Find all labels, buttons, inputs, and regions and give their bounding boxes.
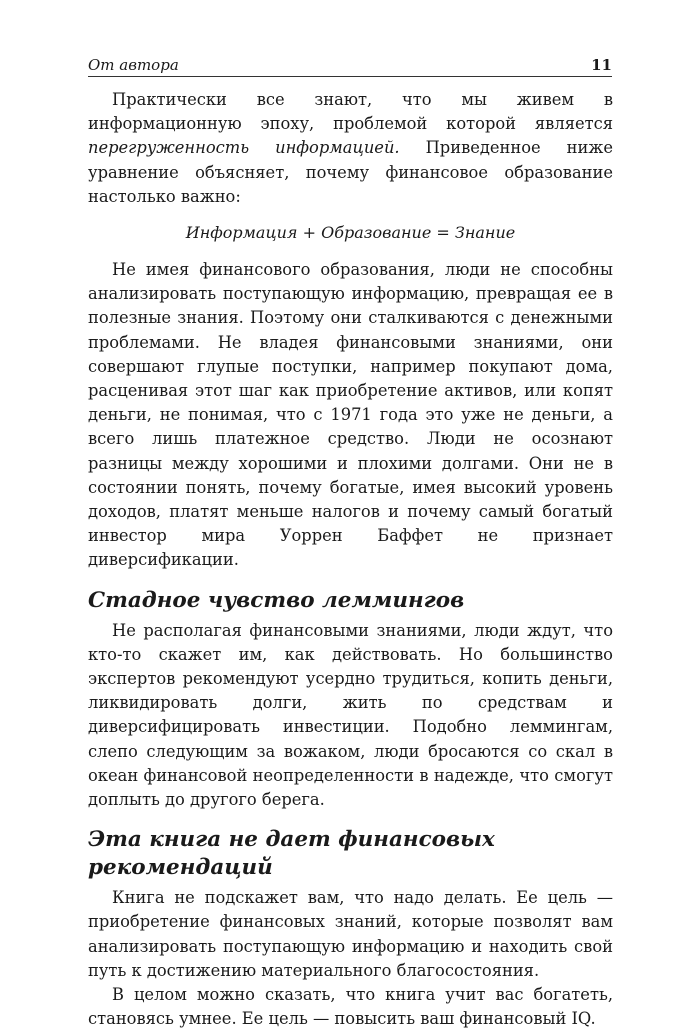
running-header xyxy=(88,50,612,77)
heading-lemmings: Стадное чувство леммингов xyxy=(88,587,465,613)
paragraph-financial-iq: В целом можно сказать, что книга учит вас богатеть, становясь умнее. Ее цель — повысить ваш финансовый IQ. xyxy=(88,985,613,1029)
paragraph-book-purpose: Книга не подскажет вам, что надо делать. Ее цель — приобретение финансовых знаний, которые позволят вам анализировать поступающую информацию и находить свой путь к достижению материального благосостояния. xyxy=(88,888,613,980)
paragraph-financial-education: Не имея финансового образования, люди не способны анализировать поступающую информацию, превращая ее в полезные знания. Поэтому они сталкиваются с денежными проблемами. Не владея финансовыми знаниями, они совершают глупые поступки, например покупают дома, расценивая этот шаг как приобретение активов, или копят деньги, не понимая, что с 1971 года это уже не деньги, а всего лишь платежное средство. Люди не осознают разницы между хорошими и плохими долгами. Они не в состоянии понять, почему богатые, имея высокий уровень доходов, платят меньше налогов и почему самый богатый инвестор мира Уоррен Баффет не признает диверсификации. xyxy=(88,260,613,570)
section-title: От автора xyxy=(88,56,179,74)
page-body xyxy=(88,88,613,1032)
paragraph-intro-end: Приведенное ниже уравнение объясняет, почему финансовое образование настолько важно: xyxy=(88,138,613,206)
paragraph-intro-start: Практически все знают, что мы живем в информационную эпоху, проблемой которой является xyxy=(88,90,613,134)
emphasis-overload: перегруженность информацией. xyxy=(88,138,400,158)
paragraph-intro xyxy=(88,88,613,209)
paragraph-lemmings: Не располагая финансовыми знаниями, люди ждут, что кто-то скажет им, как действовать. Но большинство экспертов рекомендуют усердно трудиться, копить деньги, ликвидировать долги, жить по средствам и диверсифицировать инвестиции. Подобно леммингам, слепо следующим за вожаком, люди бросаются со скал в океан финансовой неопределенности в надежде, что смогут доплыть до другого берега. xyxy=(88,620,613,810)
heading-no-recommendations: Эта книга не дает финансовых рекомендаций xyxy=(88,827,495,881)
page-number: 11 xyxy=(591,56,612,74)
equation: Информация + Образование = Знание xyxy=(185,223,516,243)
